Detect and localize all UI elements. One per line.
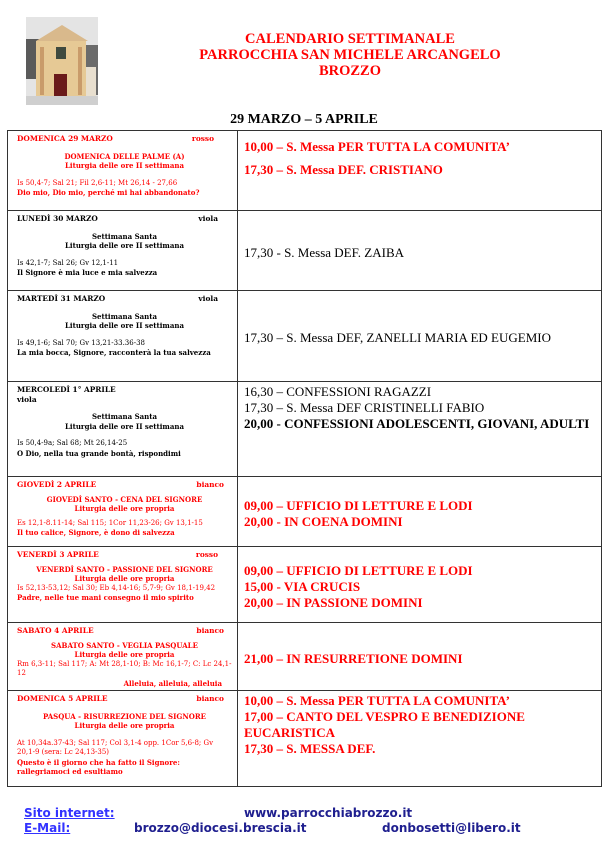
day-title: Settimana Santa <box>91 311 158 321</box>
event-item: 20,00 - IN COENA DOMINI <box>244 513 403 529</box>
liturgical-color: viola <box>198 214 218 223</box>
day-liturgy: Liturgia delle ore II settimana <box>65 241 184 250</box>
day-liturgy: Liturgia delle ore II settimana <box>65 421 184 431</box>
day-date: SABATO 4 APRILE <box>17 626 94 635</box>
liturgical-color: bianco <box>196 480 224 489</box>
event-item: 17,30 - S. Messa DEF. ZAIBA <box>244 244 405 260</box>
day-readings: Is 42,1-7; Sal 26; Gv 12,1-11 <box>17 258 119 267</box>
title-line-2: PARROCCHIA SAN MICHELE ARCANGELO <box>199 47 501 63</box>
liturgical-color: rosso <box>195 550 218 559</box>
day-date: MERCOLEDÌ 1° APRILE <box>17 385 116 394</box>
day-readings: Is 52,13-53,12; Sal 30; Eb 4,14-16; 5,7-9; Gv 18,1-19,42 <box>17 583 216 592</box>
day-readings: Is 50,4-7; Sal 21; Fil 2,6-11; Mt 26,14 - 27,66 <box>17 178 178 187</box>
day-date: VENERDÌ 3 APRILE <box>17 550 99 559</box>
day-events-cell <box>238 547 602 623</box>
day-liturgy: Liturgia delle ore II settimana <box>65 321 184 330</box>
day-date: GIOVEDÌ 2 APRILE <box>17 480 97 489</box>
day-title: Settimana Santa <box>91 231 158 241</box>
liturgical-color: bianco <box>196 626 224 635</box>
day-title: DOMENICA DELLE PALME (A) <box>64 151 185 161</box>
email-label: E-Mail: <box>24 821 71 835</box>
website-link[interactable]: www.parrocchiabrozzo.it <box>244 806 413 820</box>
table-row <box>8 131 602 211</box>
event-item: 17,30 – S. Messa DEF CRISTINELLI FABIO <box>244 400 485 415</box>
day-liturgy: Liturgia delle ore propria <box>74 574 175 583</box>
day-info-cell <box>8 131 238 211</box>
day-info-cell <box>8 547 238 623</box>
day-events-cell <box>238 382 602 477</box>
liturgical-color: viola <box>198 294 218 303</box>
event-item: 20,00 – IN PASSIONE DOMINI <box>244 594 423 610</box>
title-line-1: CALENDARIO SETTIMANALE <box>245 31 455 47</box>
day-info-cell <box>8 382 238 477</box>
week-range: 29 MARZO – 5 APRILE <box>230 112 378 127</box>
website-row <box>24 806 594 821</box>
day-psalm: Il Signore è mia luce e mia salvezza <box>17 268 158 277</box>
day-psalm: Questo è il giorno che ha fatto il Signore: rallegriamoci ed esultiamo <box>17 757 180 776</box>
day-readings: Rm 6,3-11; Sal 117; A: Mt 28,1-10; B: Mc 16,1-7; C: Lc 24,1-12 <box>17 659 232 677</box>
event-item: 17,00 – CANTO DEL VESPRO E BENEDIZIONE EUCARISTICA <box>244 709 525 740</box>
weekly-calendar-table <box>7 130 602 787</box>
document-title <box>150 31 550 79</box>
day-liturgy: Liturgia delle ore propria <box>74 650 175 659</box>
day-date: MARTEDÌ 31 MARZO <box>17 294 106 303</box>
day-date: DOMENICA 5 APRILE <box>17 694 108 703</box>
email-row <box>24 821 594 836</box>
footer-contacts <box>24 806 594 836</box>
table-row <box>8 691 602 787</box>
day-liturgy: Liturgia delle ore II settimana <box>65 161 184 170</box>
day-liturgy: Liturgia delle ore propria <box>74 504 175 513</box>
title-line-3: BROZZO <box>318 63 382 79</box>
day-info-cell <box>8 211 238 291</box>
table-row <box>8 547 602 623</box>
event-item: 17,30 – S. Messa DEF, ZANELLI MARIA ED EUGEMIO <box>244 330 551 345</box>
day-info-cell <box>8 477 238 547</box>
day-liturgy: Liturgia delle ore propria <box>74 721 175 730</box>
website-label: Sito internet: <box>24 806 115 820</box>
event-item: 17,30 – S. MESSA DEF. <box>244 741 376 756</box>
day-events-cell <box>238 691 602 787</box>
day-readings: At 10,34a.37-43; Sal 117; Col 3,1-4 opp. 1Cor 5,6-8; Gv 20,1-9 (sera: Lc 24,13-35) <box>17 738 214 756</box>
liturgical-color: viola <box>17 394 37 404</box>
event-item: 21,00 – IN RESURRETIONE DOMINI <box>244 650 463 666</box>
event-item: 10,00 – S. Messa PER TUTTA LA COMUNITA’ <box>244 139 510 154</box>
day-events-cell <box>238 131 602 211</box>
table-row <box>8 211 602 291</box>
day-title: Settimana Santa <box>91 412 158 421</box>
email-link-priest[interactable]: donbosetti@libero.it <box>382 821 521 835</box>
day-title: SABATO SANTO - VEGLIA PASQUALE <box>51 640 198 650</box>
liturgical-color: rosso <box>191 134 214 143</box>
day-psalm: Padre, nelle tue mani consegno il mio spirito <box>17 593 194 602</box>
day-events-cell <box>238 623 602 691</box>
day-date: DOMENICA 29 MARZO <box>17 134 113 143</box>
day-psalm: La mia bocca, Signore, racconterà la tua salvezza <box>17 348 211 357</box>
event-item: 09,00 – UFFICIO DI LETTURE E LODI <box>244 497 473 513</box>
day-info-cell <box>8 691 238 787</box>
day-psalm: Dio mio, Dio mio, perché mi hai abbandonato? <box>17 188 200 197</box>
event-item: 15,00 - VIA CRUCIS <box>244 578 361 594</box>
day-psalm: Il tuo calice, Signore, è dono di salvezza <box>17 528 175 537</box>
event-item: 10,00 – S. Messa PER TUTTA LA COMUNITA’ <box>244 693 510 708</box>
liturgical-color: bianco <box>196 694 224 703</box>
table-row <box>8 623 602 691</box>
day-info-cell <box>8 623 238 691</box>
day-readings: Is 50,4-9a; Sal 68; Mt 26,14-25 <box>17 439 128 447</box>
church-photo <box>26 17 98 105</box>
day-psalm: O Dio, nella tua grande bontà, rispondimi <box>17 448 181 458</box>
day-events-cell <box>238 291 602 382</box>
event-item: 16,30 – CONFESSIONI RAGAZZI <box>244 384 432 399</box>
day-readings: Is 49,1-6; Sal 70; Gv 13,21-33.36-38 <box>17 338 145 347</box>
event-item: 17,30 – S. Messa DEF. CRISTIANO <box>244 162 443 177</box>
day-date: LUNEDÌ 30 MARZO <box>17 214 98 223</box>
day-events-cell <box>238 211 602 291</box>
day-readings: Es 12,1-8.11-14; Sal 115; 1Cor 11,23-26; Gv 13,1-15 <box>17 518 203 527</box>
church-icon <box>26 17 98 105</box>
event-item: 20,00 - CONFESSIONI ADOLESCENTI, GIOVANI, ADULTI <box>244 416 590 431</box>
day-events-cell <box>238 477 602 547</box>
event-item: 09,00 – UFFICIO DI LETTURE E LODI <box>244 562 473 578</box>
table-row <box>8 291 602 382</box>
table-row <box>8 382 602 477</box>
day-psalm: Alleluia, alleluia, alleluia <box>123 678 222 688</box>
day-info-cell <box>8 291 238 382</box>
day-title: PASQUA - RISURREZIONE DEL SIGNORE <box>42 711 207 721</box>
day-title: VENERDÌ SANTO - PASSIONE DEL SIGNORE <box>36 564 213 574</box>
email-link-parish[interactable]: brozzo@diocesi.brescia.it <box>134 821 307 835</box>
day-title: GIOVEDÌ SANTO - CENA DEL SIGNORE <box>46 494 203 504</box>
table-row <box>8 477 602 547</box>
